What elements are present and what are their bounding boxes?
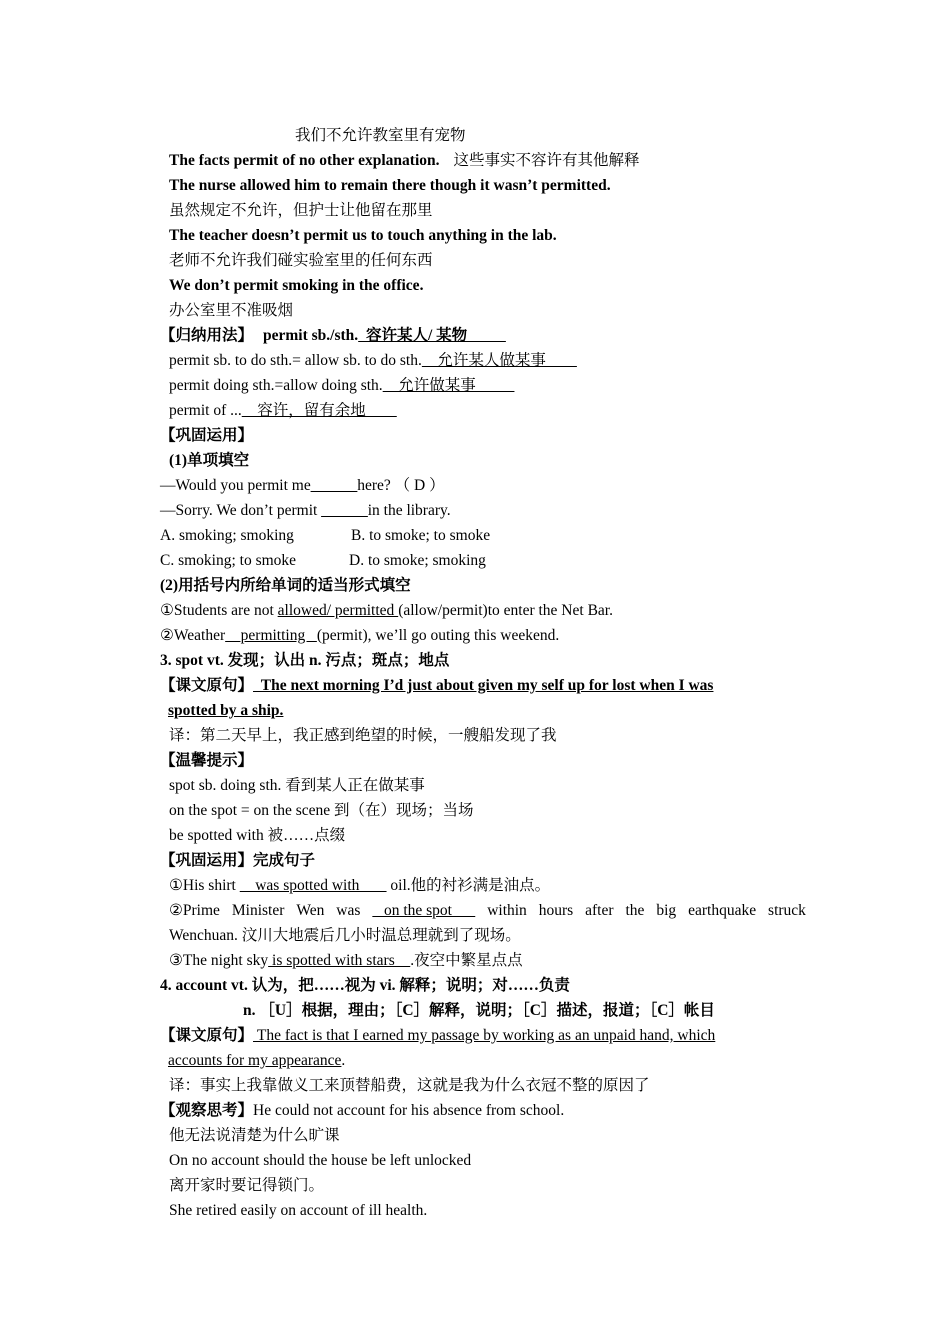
- word: Minister: [231, 902, 285, 919]
- question-text: here? （ D ）: [357, 477, 445, 494]
- sentence-cn: 我们不允许教室里有宠物: [295, 127, 466, 144]
- tip-item: on the spot = on the scene 到（在）现场；当场: [169, 802, 474, 819]
- usage-line: [160, 323, 950, 348]
- question-text: —Sorry. We don’t permit: [160, 502, 322, 519]
- original-text: The fact is that I earned my passage by working as an unpaid hand, which: [253, 1027, 716, 1044]
- sentence-en: We don’t permit smoking in the office.: [169, 277, 424, 294]
- example-en: She retired easily on account of ill health.: [169, 1202, 428, 1219]
- question-text: in the library.: [367, 502, 451, 519]
- word: hours: [538, 902, 574, 919]
- answer: on the spot: [372, 902, 476, 919]
- option-D: D. to smoke; smoking: [349, 552, 486, 569]
- fill-text: ①Students are not: [160, 602, 278, 619]
- practice-line: [169, 873, 950, 898]
- usage-line: [169, 348, 950, 373]
- blank: ______: [310, 477, 358, 494]
- observe-line: [160, 1098, 950, 1123]
- usage-meaning: 允许某人做某事: [421, 352, 577, 369]
- tip-item: be spotted with 被……点缀: [169, 827, 346, 844]
- original-text: spotted by a ship.: [168, 702, 284, 719]
- option-A: A. smoking; smoking: [160, 527, 294, 544]
- usage-meaning: 容许某人/ 某物: [358, 327, 506, 344]
- fill-text: (permit), we’ll go outing this weekend.: [316, 627, 560, 644]
- example-en: On no account should the house be left unlocked: [169, 1152, 472, 1169]
- sentence-en: The facts permit of no other explanation.: [169, 152, 440, 169]
- sentence-cn: 虽然规定不允许，但护士让他留在那里: [169, 202, 433, 219]
- fill-line: [160, 623, 950, 648]
- word: struck: [768, 902, 806, 919]
- usage-pattern: permit sb. to do sth.= allow sb. to do sth.: [169, 352, 422, 369]
- translation: 译：第二天早上，我正感到绝望的时候，一艘船发现了我: [169, 727, 557, 744]
- blank: ______: [321, 502, 368, 519]
- section-label: 【课文原句】: [160, 1027, 254, 1044]
- usage-pattern: permit sb./sth.: [263, 327, 359, 344]
- example-en: He could not account for his absence from school.: [253, 1102, 565, 1119]
- original-sentence: [160, 673, 806, 698]
- sentence-cn: 老师不允许我们碰实验室里的任何东西: [169, 252, 433, 269]
- noun-meanings: n. ［U］根据，理由；［C］解释，说明；［C］描述，报道；［C］帐目: [243, 1002, 715, 1019]
- usage-line: [169, 373, 950, 398]
- punctuation: .: [341, 1052, 346, 1069]
- usage-line: [169, 398, 950, 423]
- usage-pattern: permit of ...: [169, 402, 242, 419]
- practice-text: .夜空中繁星点点: [410, 952, 523, 969]
- question-text: —Would you permit me: [160, 477, 311, 494]
- original-sentence: [160, 1023, 806, 1048]
- usage-title: 【归纳用法】: [160, 327, 254, 344]
- sentence-cn: 办公室里不准吸烟: [169, 302, 294, 319]
- word: big: [656, 902, 677, 919]
- word: Wen: [296, 902, 325, 919]
- example-line: [169, 148, 950, 173]
- answer: is spotted with stars: [268, 952, 411, 969]
- answer: allowed/ permitted: [277, 602, 399, 619]
- question-line: [160, 473, 950, 498]
- word: ②Prime: [169, 902, 220, 919]
- practice-text: Wenchuan. 汶川大地震后几小时温总理就到了现场。: [169, 927, 521, 944]
- word: the: [625, 902, 645, 919]
- fill-text: (allow/permit)to enter the Net Bar.: [398, 602, 613, 619]
- original-text: accounts for my appearance: [168, 1052, 342, 1069]
- option-B: B. to smoke; to smoke: [351, 527, 491, 544]
- exercise-heading: (1)单项填空: [169, 452, 250, 469]
- section-heading: 【巩固运用】: [160, 427, 254, 444]
- option-C: C. smoking; to smoke: [160, 552, 297, 569]
- usage-pattern: permit doing sth.=allow doing sth.: [169, 377, 383, 394]
- section-label: 【课文原句】: [160, 677, 254, 694]
- tip-item: spot sb. doing sth. 看到某人正在做某事: [169, 777, 425, 794]
- practice-line: [169, 898, 806, 923]
- fill-line: [160, 598, 950, 623]
- sentence-en: The teacher doesn’t permit us to touch anything in the lab.: [169, 227, 557, 244]
- practice-line: [169, 948, 950, 973]
- section-label: 【观察思考】: [160, 1102, 254, 1119]
- practice-text: ①His shirt: [169, 877, 240, 894]
- practice-text: oil.他的衬衫满是油点。: [386, 877, 551, 894]
- word-heading: 4. account vt. 认为，把……视为 vi. 解释；说明；对……负责: [160, 977, 570, 994]
- practice-text: ③The night sky: [169, 952, 269, 969]
- original-text: The next morning I’d just about given my self up for lost when I was: [253, 677, 714, 694]
- sentence-cn: 这些事实不容许有其他解释: [453, 152, 640, 169]
- word: within: [487, 902, 527, 919]
- word: earthquake: [688, 902, 757, 919]
- word: after: [585, 902, 614, 919]
- word-heading: 3. spot vt. 发现；认出 n. 污点；斑点；地点: [160, 652, 450, 669]
- question-line: [160, 498, 950, 523]
- answer: was spotted with: [239, 877, 387, 894]
- fill-text: ②Weather: [160, 627, 226, 644]
- usage-meaning: 容许，留有余地: [241, 402, 397, 419]
- translation: 译：事实上我靠做义工来顶替船费，这就是我为什么衣冠不整的原因了: [169, 1077, 650, 1094]
- example-cn: 离开家时要记得锁门。: [169, 1177, 325, 1194]
- word: was: [336, 902, 361, 919]
- exercise-heading: (2)用括号内所给单词的适当形式填空: [160, 577, 411, 594]
- original-line: [168, 1048, 950, 1073]
- example-cn: 他无法说清楚为什么旷课: [169, 1127, 340, 1144]
- section-heading: 【温馨提示】: [160, 752, 254, 769]
- answer: permitting: [225, 627, 317, 644]
- sentence-en: The nurse allowed him to remain there though it wasn’t permitted.: [169, 177, 611, 194]
- section-heading: 【巩固运用】完成句子: [160, 852, 316, 869]
- usage-meaning: 允许做某事: [382, 377, 515, 394]
